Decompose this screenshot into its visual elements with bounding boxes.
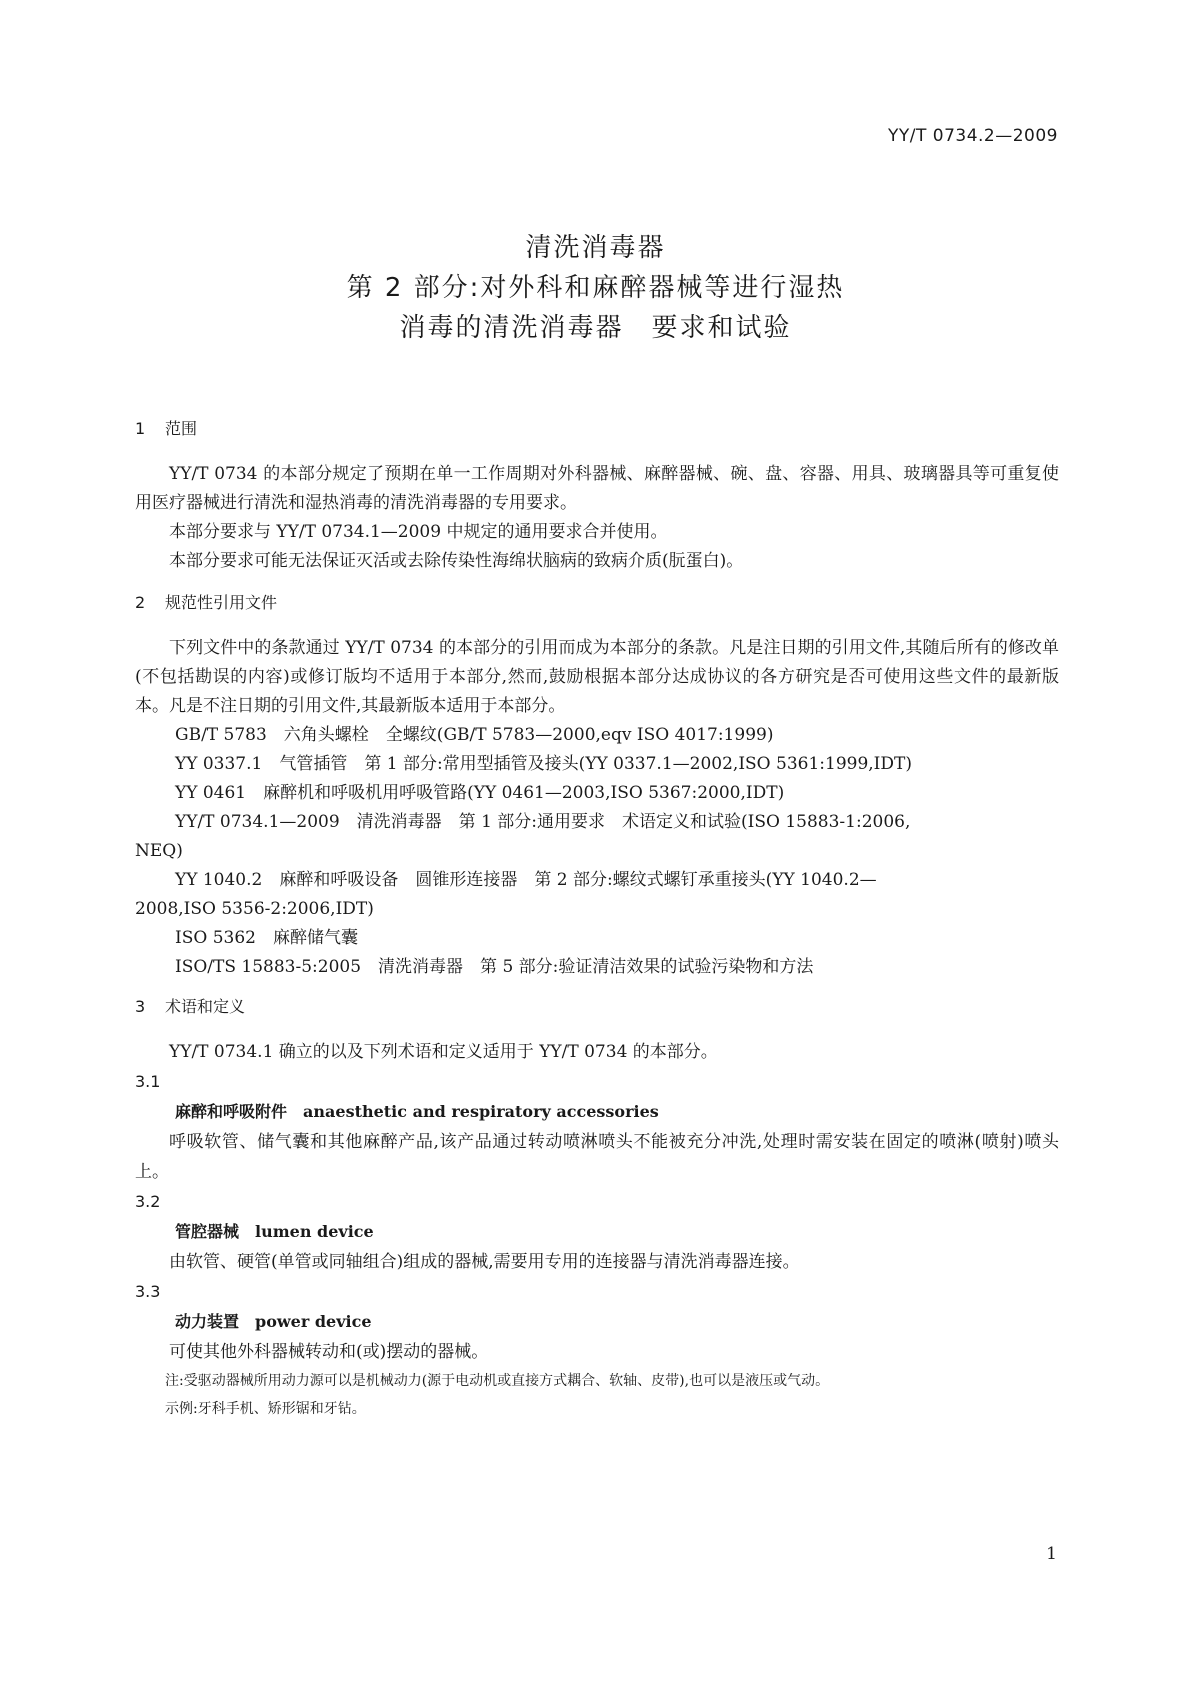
example: 示例:牙科手机、矫形锯和牙钻。 — [165, 1401, 366, 1417]
term-en: lumen device — [255, 1222, 374, 1241]
term-en: power device — [255, 1312, 372, 1331]
term-definition: 呼吸软管、储气囊和其他麻醉产品,该产品通过转动喷淋喷头不能被充分冲洗,处理时需安装在固定的喷淋(喷射)喷头上。 — [135, 1132, 1059, 1182]
section-3-heading — [135, 992, 1059, 1022]
term-en: anaesthetic and respiratory accessories — [303, 1102, 659, 1121]
section-number: 2 — [135, 593, 146, 612]
term-entry — [135, 1097, 1059, 1127]
section-title: 术语和定义 — [165, 997, 246, 1016]
term-definition: 由软管、硬管(单管或同轴组合)组成的器械,需要用专用的连接器与清洗消毒器连接。 — [169, 1252, 800, 1272]
clause-number: 3.3 — [135, 1282, 161, 1301]
page-number: 1 — [1046, 1544, 1057, 1564]
reference-item: ISO 5362 麻醉储气囊 — [175, 928, 358, 948]
note: 注:受驱动器械所用动力源可以是机械动力(源于电动机或直接方式耦合、软轴、皮带),也可以是液压或气动。 — [165, 1373, 830, 1389]
term-cn: 管腔器械 — [175, 1222, 240, 1241]
paragraph: 本部分要求与 YY/T 0734.1—2009 中规定的通用要求合并使用。 — [169, 522, 668, 542]
reference-item — [135, 866, 1059, 924]
term-cn: 动力装置 — [175, 1312, 240, 1331]
clause-number: 3.2 — [135, 1192, 161, 1211]
reference-item: YY 0461 麻醉机和呼吸机用呼吸管路(YY 0461—2003,ISO 5367:2000,IDT) — [175, 783, 785, 803]
section-1-heading — [135, 414, 1059, 444]
reference-item — [135, 808, 1059, 866]
document-title — [0, 228, 1191, 348]
reference-item: YY 0337.1 气管插管 第 1 部分:常用型插管及接头(YY 0337.1—2002,ISO 5361:1999,IDT) — [175, 754, 912, 774]
reference-continuation: NEQ) — [135, 841, 183, 861]
section-number: 1 — [135, 419, 146, 438]
reference-item: GB/T 5783 六角头螺栓 全螺纹(GB/T 5783—2000,eqv ISO 4017:1999) — [175, 725, 774, 745]
title-line-1: 清洗消毒器 — [525, 233, 666, 263]
document-body — [135, 414, 1059, 1423]
reference-text: YY/T 0734.1—2009 清洗消毒器 第 1 部分:通用要求 术语定义和试验(ISO 15883-1:2006, — [175, 812, 911, 832]
paragraph: 本部分要求可能无法保证灭活或去除传染性海绵状脑病的致病介质(朊蛋白)。 — [169, 551, 744, 571]
section-title: 范围 — [165, 419, 198, 438]
title-line-3: 消毒的清洗消毒器 要求和试验 — [399, 313, 792, 343]
reference-continuation: 2008,ISO 5356-2:2006,IDT) — [135, 899, 374, 919]
section-2-heading — [135, 588, 1059, 618]
section-number: 3 — [135, 997, 146, 1016]
title-line-2: 第 2 部分:对外科和麻醉器械等进行湿热 — [346, 273, 845, 303]
term-definition: 可使其他外科器械转动和(或)摆动的器械。 — [169, 1342, 489, 1362]
paragraph: YY/T 0734 的本部分规定了预期在单一工作周期对外科器械、麻醉器械、碗、盘、容器、用具、玻璃器具等可重复使用医疗器械进行清洗和湿热消毒的清洗消毒器的专用要求。 — [135, 464, 1059, 513]
standard-code: YY/T 0734.2—2009 — [887, 126, 1058, 146]
clause-number: 3.1 — [135, 1072, 161, 1091]
reference-item: ISO/TS 15883-5:2005 清洗消毒器 第 5 部分:验证清洁效果的试验污染物和方法 — [175, 957, 814, 977]
paragraph: YY/T 0734.1 确立的以及下列术语和定义适用于 YY/T 0734 的本部分。 — [169, 1042, 718, 1062]
term-entry — [135, 1217, 1059, 1247]
paragraph: 下列文件中的条款通过 YY/T 0734 的本部分的引用而成为本部分的条款。凡是注日期的引用文件,其随后所有的修改单(不包括勘误的内容)或修订版均不适用于本部分,然而,鼓励根据本部分达成协议的各方研究是否可使用这些文件的最新版本。凡是不注日期的引用文件,其最新版本适用于本部分。 — [135, 638, 1059, 716]
term-entry — [135, 1307, 1059, 1337]
reference-text: YY 1040.2 麻醉和呼吸设备 圆锥形连接器 第 2 部分:螺纹式螺钉承重接头(YY 1040.2— — [175, 870, 877, 890]
term-cn: 麻醉和呼吸附件 — [175, 1102, 288, 1121]
section-title: 规范性引用文件 — [165, 593, 278, 612]
